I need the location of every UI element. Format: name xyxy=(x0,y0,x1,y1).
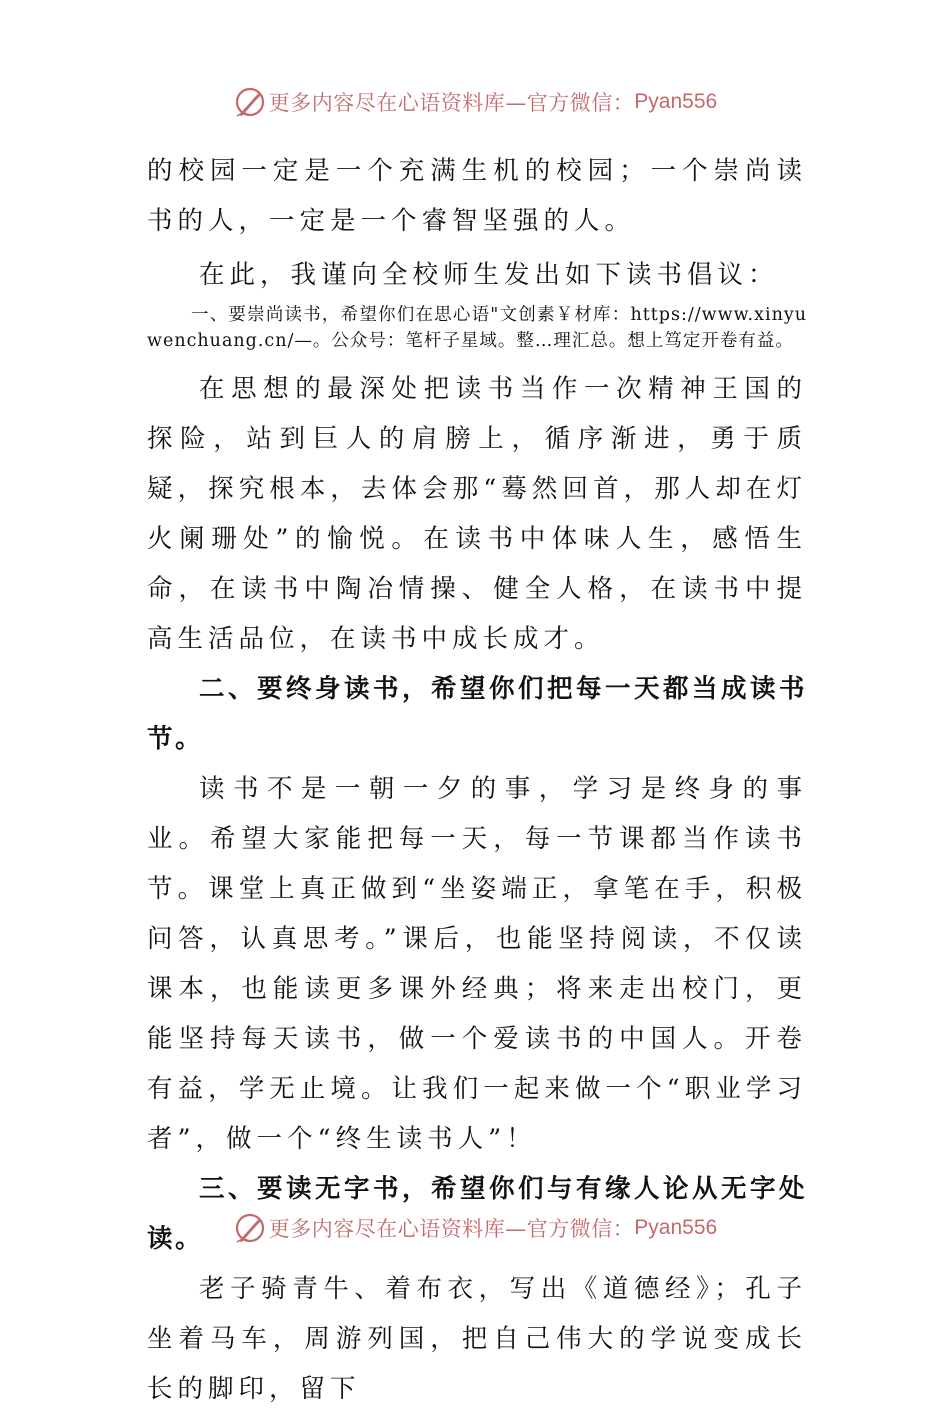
wechat-id: Pyan556 xyxy=(634,90,718,113)
paragraph-small xyxy=(147,302,807,354)
wechat-id: Pyan556 xyxy=(634,1216,718,1239)
banner-text: 更多内容尽在心语资料库—官方微信： xyxy=(268,1217,635,1241)
footer-banner xyxy=(0,1208,950,1248)
pen-logo-icon xyxy=(233,85,267,119)
banner-text: 更多内容尽在心语资料库—官方微信： xyxy=(268,91,635,115)
paragraph-4: 读书不是一朝一夕的事，学习是终身的事业。希望大家能把每一天，每一节课都当作读书节。课堂上真正做到“坐姿端正，拿笔在手，积极问答，认真思考。”课后，也能坚持阅读，不仅读课本，也能读更多课外经典；将来走出校门，更能坚持每天读书，做一个爱读书的中国人。开卷有益，学无止境。让我们一起来做一个“职业学习者”，做一个“终生读书人”！ xyxy=(147,774,807,1154)
paragraph-1: 的校园一定是一个充满生机的校园；一个崇尚读书的人，一定是一个睿智坚强的人。 xyxy=(147,156,807,236)
header-banner xyxy=(0,82,950,122)
pen-logo-icon xyxy=(233,1211,267,1245)
paragraph-2: 在此，我谨向全校师生发出如下读书倡议： xyxy=(199,260,779,290)
paragraph-5: 老子骑青牛、着布衣，写出《道德经》；孔子坐着马车，周游列国，把自己伟大的学说变成长长的脚印，留下 xyxy=(147,1274,807,1404)
paragraph-small-text: 一、要崇尚读书，希望你们在思心语"文创素￥材库：https://www.xinyuwenchuang.cn/—。公众号：笔杆子星域。整…理汇总。想上笃定开卷有益。 xyxy=(147,305,807,351)
heading-2: 二、要终身读书，希望你们把每一天都当成读书节。 xyxy=(147,674,807,754)
heading-3: 三、要读无字书，希望你们与有缘人论从无字处读。 xyxy=(147,1174,807,1254)
paragraph-3: 在思想的最深处把读书当作一次精神王国的探险，站到巨人的肩膀上，循序渐进，勇于质疑，探究根本，去体会那“蓦然回首，那人却在灯火阑珊处”的愉悦。在读书中体味人生，感悟生命，在读书中陶冶情操、健全人格，在读书中提高生活品位，在读书中成长成才。 xyxy=(147,374,807,654)
